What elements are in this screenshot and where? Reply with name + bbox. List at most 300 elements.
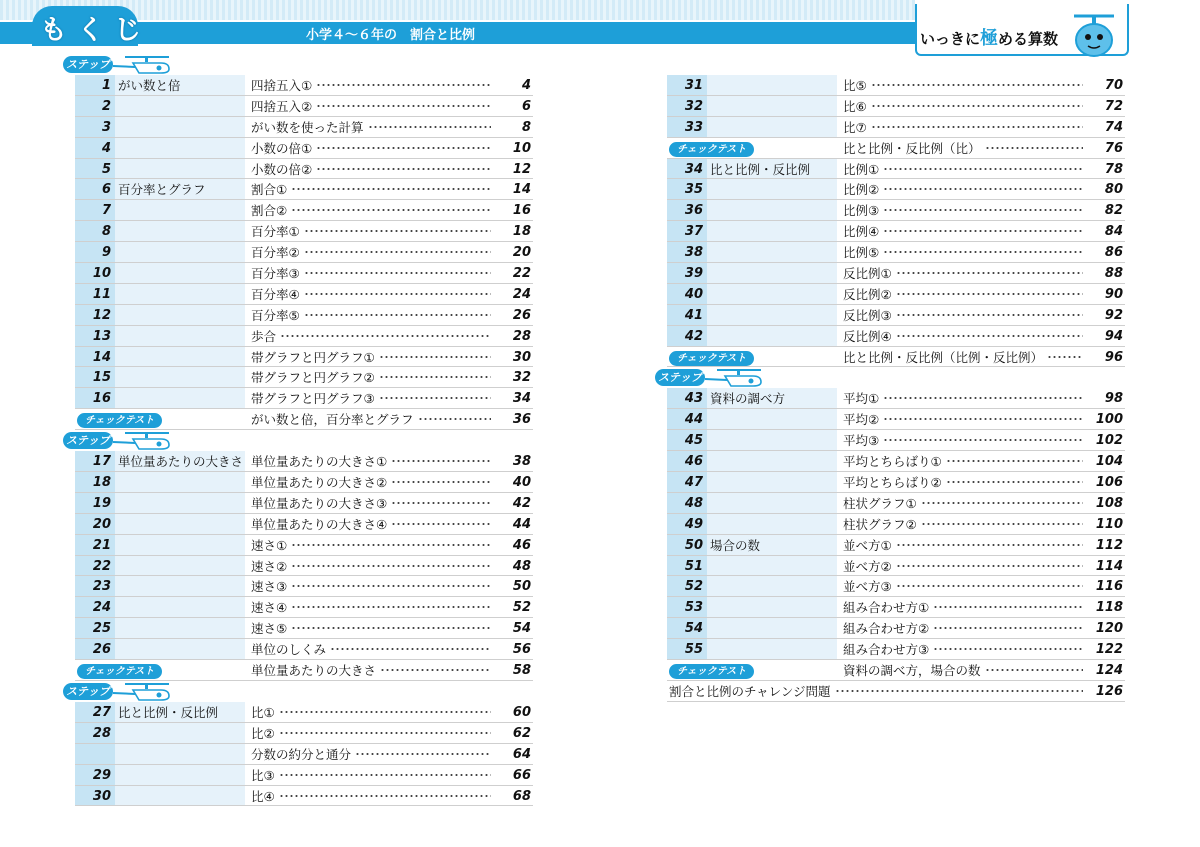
leader-dots bbox=[896, 542, 1083, 548]
lesson-title-text: 比例③ bbox=[843, 203, 880, 219]
page-number: 52 bbox=[512, 600, 531, 616]
lesson-number: 31 bbox=[667, 75, 707, 95]
leader-dots bbox=[871, 124, 1083, 130]
lesson-title-text: 反比例④ bbox=[843, 328, 892, 344]
section-name bbox=[115, 138, 245, 158]
leader-dots bbox=[291, 625, 491, 631]
page-number: 106 bbox=[1095, 475, 1123, 491]
section-name bbox=[115, 159, 245, 179]
toc-row bbox=[75, 493, 533, 514]
lesson-title-text: 百分率④ bbox=[251, 286, 300, 302]
lesson-number: 41 bbox=[667, 305, 707, 325]
section-name bbox=[707, 576, 837, 596]
page-number: 72 bbox=[1104, 98, 1123, 114]
page-title: もくじ bbox=[40, 15, 151, 46]
toc-row bbox=[75, 786, 533, 807]
section-name bbox=[707, 305, 837, 325]
step-badge bbox=[63, 54, 183, 76]
toc-row bbox=[75, 242, 533, 263]
step-label: ステップ bbox=[655, 369, 705, 386]
page-number: 86 bbox=[1104, 245, 1123, 261]
toc-row bbox=[75, 535, 533, 556]
toc-row bbox=[75, 765, 533, 786]
lesson-number: 45 bbox=[667, 430, 707, 450]
lesson-title-text: 速さ④ bbox=[251, 600, 288, 616]
check-test-row bbox=[667, 138, 1125, 159]
toc-row bbox=[667, 117, 1125, 138]
toc-row bbox=[75, 347, 533, 368]
lesson-title-text: 比例④ bbox=[843, 224, 880, 240]
lesson-number: 30 bbox=[75, 786, 115, 806]
leader-dots bbox=[379, 354, 491, 360]
lesson-number: 22 bbox=[75, 556, 115, 576]
section-name bbox=[115, 576, 245, 596]
lesson-title-text: 資料の調べ方，場合の数 bbox=[843, 663, 981, 679]
section-name bbox=[115, 242, 245, 262]
lesson-number: 29 bbox=[75, 765, 115, 785]
page-number: 50 bbox=[512, 579, 531, 595]
leader-dots bbox=[279, 730, 491, 736]
toc-right bbox=[658, 75, 1125, 702]
page-number: 110 bbox=[1095, 516, 1123, 532]
lesson-title-text: 単位量あたりの大きさ④ bbox=[251, 516, 388, 532]
lesson-title-text: 柱状グラフ② bbox=[843, 516, 917, 532]
lesson-title-text: 分数の約分と通分 bbox=[251, 746, 352, 762]
lesson-title-text: 並べ方① bbox=[843, 537, 892, 553]
leader-dots bbox=[946, 479, 1083, 485]
leader-dots bbox=[883, 186, 1083, 192]
toc-row bbox=[667, 597, 1125, 618]
page-number: 44 bbox=[512, 516, 531, 532]
lesson-title-text: 比② bbox=[251, 725, 275, 741]
toc-row bbox=[667, 96, 1125, 117]
page-number: 78 bbox=[1104, 161, 1123, 177]
lesson-number: 35 bbox=[667, 179, 707, 199]
lesson-number: 49 bbox=[667, 514, 707, 534]
page-number: 38 bbox=[512, 454, 531, 470]
step-badge bbox=[63, 430, 183, 452]
toc-row bbox=[75, 305, 533, 326]
lesson-title-text: 平均とちらばり① bbox=[843, 454, 942, 470]
lesson-title-text: 単位量あたりの大きさ③ bbox=[251, 495, 388, 511]
lesson-title-text: がい数を使った計算 bbox=[251, 119, 364, 135]
page-number: 96 bbox=[1104, 349, 1123, 365]
check-badge: チェックテスト bbox=[669, 664, 754, 679]
lesson-title-text: 反比例③ bbox=[843, 307, 892, 323]
lesson-title-text: 帯グラフと円グラフ① bbox=[251, 349, 375, 365]
lesson-number: 1 bbox=[75, 75, 115, 95]
section-name: 単位量あたりの大きさ bbox=[115, 451, 245, 471]
toc-row bbox=[75, 221, 533, 242]
section-name bbox=[707, 472, 837, 492]
section-name bbox=[115, 639, 245, 659]
toc-row bbox=[667, 242, 1125, 263]
leader-dots bbox=[883, 395, 1083, 401]
toc-row bbox=[667, 493, 1125, 514]
lesson-number: 51 bbox=[667, 556, 707, 576]
lesson-number: 19 bbox=[75, 493, 115, 513]
lesson-title-text: 帯グラフと円グラフ③ bbox=[251, 391, 375, 407]
lesson-title-text: 速さ② bbox=[251, 558, 288, 574]
lesson-number: 33 bbox=[667, 117, 707, 137]
lesson-number: 50 bbox=[667, 535, 707, 555]
lesson-title-text: 比⑦ bbox=[843, 119, 867, 135]
helicopter-icon bbox=[111, 54, 181, 76]
check-cell bbox=[75, 660, 245, 680]
section-name bbox=[115, 284, 245, 304]
lesson-number: 43 bbox=[667, 388, 707, 408]
toc-row bbox=[667, 388, 1125, 409]
page-number: 76 bbox=[1104, 140, 1123, 156]
lesson-title-text: 百分率③ bbox=[251, 266, 300, 282]
leader-dots bbox=[391, 521, 491, 527]
page-number: 92 bbox=[1104, 307, 1123, 323]
page-number: 94 bbox=[1104, 328, 1123, 344]
lesson-number: 8 bbox=[75, 221, 115, 241]
lesson-number: 42 bbox=[667, 326, 707, 346]
section-name bbox=[707, 514, 837, 534]
page-number: 18 bbox=[512, 224, 531, 240]
page-subtitle: 小学４～６年の 割合と比例 bbox=[306, 28, 476, 43]
leader-dots bbox=[896, 583, 1083, 589]
page-number: 68 bbox=[512, 788, 531, 804]
section-name bbox=[707, 639, 837, 659]
page-number: 108 bbox=[1095, 495, 1123, 511]
section-name bbox=[707, 75, 837, 95]
lesson-title-text: 比⑥ bbox=[843, 98, 867, 114]
brand-title bbox=[920, 24, 1058, 50]
leader-dots bbox=[291, 583, 491, 589]
lesson-number: 5 bbox=[75, 159, 115, 179]
toc-row bbox=[667, 430, 1125, 451]
leader-dots bbox=[871, 103, 1083, 109]
toc-row bbox=[667, 159, 1125, 180]
lesson-title-text: 反比例② bbox=[843, 286, 892, 302]
toc-row bbox=[75, 514, 533, 535]
page-number: 126 bbox=[1095, 683, 1123, 699]
section-name bbox=[115, 493, 245, 513]
step-badge bbox=[655, 367, 775, 389]
lesson-title-text: 単位量あたりの大きさ② bbox=[251, 475, 388, 491]
lesson-title-text: 小数の倍① bbox=[251, 140, 313, 156]
brand-highlight: 極 bbox=[980, 28, 999, 49]
page-number: 20 bbox=[512, 245, 531, 261]
lesson-title-text: 比④ bbox=[251, 788, 275, 804]
page-number: 112 bbox=[1095, 537, 1123, 553]
toc-row bbox=[667, 451, 1125, 472]
leader-dots bbox=[883, 207, 1083, 213]
page-number: 64 bbox=[512, 746, 531, 762]
leader-dots bbox=[896, 563, 1083, 569]
toc-row bbox=[667, 284, 1125, 305]
lesson-title-text: 比③ bbox=[251, 767, 275, 783]
section-name bbox=[115, 326, 245, 346]
section-name bbox=[707, 117, 837, 137]
check-cell bbox=[667, 138, 837, 158]
section-name: 資料の調べ方 bbox=[707, 388, 837, 408]
step-header bbox=[66, 430, 533, 451]
lesson-number: 37 bbox=[667, 221, 707, 241]
leader-dots bbox=[883, 416, 1083, 422]
lesson-number: 40 bbox=[667, 284, 707, 304]
lesson-title-text: 比① bbox=[251, 704, 275, 720]
leader-dots bbox=[883, 228, 1083, 234]
step-badge bbox=[63, 681, 183, 703]
page-number: 120 bbox=[1095, 621, 1123, 637]
lesson-title-text: 単位量あたりの大きさ bbox=[251, 663, 377, 679]
page-number: 24 bbox=[512, 286, 531, 302]
toc-row bbox=[667, 75, 1125, 96]
lesson-number: 55 bbox=[667, 639, 707, 659]
page-number: 8 bbox=[521, 119, 531, 135]
section-name bbox=[115, 388, 245, 408]
lesson-title-text: 割合と比例のチャレンジ問題 bbox=[669, 683, 831, 699]
page-number: 74 bbox=[1104, 119, 1123, 135]
lesson-title-text: 割合② bbox=[251, 203, 288, 219]
lesson-title-text: 速さ③ bbox=[251, 579, 288, 595]
toc-row bbox=[75, 723, 533, 744]
page-number: 104 bbox=[1095, 454, 1123, 470]
lesson-title-text: 百分率⑤ bbox=[251, 307, 300, 323]
page-number: 54 bbox=[512, 621, 531, 637]
leader-dots bbox=[279, 709, 491, 715]
section-name bbox=[707, 221, 837, 241]
lesson-number: 20 bbox=[75, 514, 115, 534]
check-test-row bbox=[667, 660, 1125, 681]
section-name bbox=[115, 305, 245, 325]
lesson-title-text: 比と比例・反比例（比例・反比例） bbox=[843, 349, 1044, 365]
leader-dots bbox=[985, 145, 1083, 151]
leader-dots bbox=[883, 249, 1083, 255]
leader-dots bbox=[368, 124, 491, 130]
page-number: 114 bbox=[1095, 558, 1123, 574]
toc-row bbox=[667, 200, 1125, 221]
lesson-title-text: 単位量あたりの大きさ① bbox=[251, 454, 388, 470]
mascot-icon bbox=[1068, 10, 1120, 58]
lesson-title-text: 単位のしくみ bbox=[251, 642, 327, 658]
toc-row bbox=[667, 326, 1125, 347]
lesson-title-text: 柱状グラフ① bbox=[843, 495, 917, 511]
toc-row bbox=[75, 117, 533, 138]
check-test-row bbox=[75, 409, 533, 430]
lesson-title-text: 組み合わせ方③ bbox=[843, 642, 930, 658]
lesson-number: 46 bbox=[667, 451, 707, 471]
leader-dots bbox=[379, 374, 491, 380]
check-cell bbox=[667, 660, 837, 680]
page-number: 30 bbox=[512, 349, 531, 365]
step-header bbox=[66, 681, 533, 702]
page-number: 10 bbox=[512, 140, 531, 156]
lesson-title-text: 四捨五入② bbox=[251, 98, 313, 114]
lesson-number: 6 bbox=[75, 179, 115, 199]
leader-dots bbox=[921, 521, 1083, 527]
section-name bbox=[115, 367, 245, 387]
section-name bbox=[707, 326, 837, 346]
page-number: 80 bbox=[1104, 182, 1123, 198]
section-name bbox=[707, 179, 837, 199]
page-number: 60 bbox=[512, 704, 531, 720]
lesson-title-text: 百分率② bbox=[251, 245, 300, 261]
page-number: 40 bbox=[512, 475, 531, 491]
page-number: 58 bbox=[512, 663, 531, 679]
toc-row bbox=[667, 535, 1125, 556]
lesson-title-text: 比⑤ bbox=[843, 78, 867, 93]
page-number: 62 bbox=[512, 725, 531, 741]
leader-dots bbox=[379, 395, 491, 401]
lesson-number: 21 bbox=[75, 535, 115, 555]
section-name: 比と比例・反比例 bbox=[707, 159, 837, 179]
leader-dots bbox=[933, 646, 1083, 652]
page-number: 22 bbox=[512, 266, 531, 282]
helicopter-icon bbox=[703, 367, 773, 389]
section-name bbox=[115, 723, 245, 743]
page-number: 48 bbox=[512, 558, 531, 574]
lesson-title-text: 並べ方③ bbox=[843, 579, 892, 595]
page-number: 32 bbox=[512, 370, 531, 386]
leader-dots bbox=[946, 458, 1083, 464]
leader-dots bbox=[279, 772, 491, 778]
toc-row bbox=[75, 702, 533, 723]
section-name: 比と比例・反比例 bbox=[115, 702, 245, 722]
page-number: 14 bbox=[512, 182, 531, 198]
lesson-number: 12 bbox=[75, 305, 115, 325]
leader-dots bbox=[316, 103, 491, 109]
toc-row bbox=[667, 514, 1125, 535]
page-number: 16 bbox=[512, 203, 531, 219]
lesson-number: 25 bbox=[75, 618, 115, 638]
lesson-number bbox=[75, 744, 115, 764]
leader-dots bbox=[418, 416, 491, 422]
lesson-title-text: 並べ方② bbox=[843, 558, 892, 574]
leader-dots bbox=[883, 437, 1083, 443]
page-number: 82 bbox=[1104, 203, 1123, 219]
leader-dots bbox=[316, 166, 491, 172]
page-number: 42 bbox=[512, 495, 531, 511]
step-header bbox=[658, 367, 1125, 388]
page-number: 116 bbox=[1095, 579, 1123, 595]
leader-dots bbox=[896, 333, 1083, 339]
check-cell bbox=[667, 347, 837, 367]
toc-row bbox=[667, 409, 1125, 430]
leader-dots bbox=[921, 500, 1083, 506]
page-number: 102 bbox=[1095, 433, 1123, 449]
page-number: 46 bbox=[512, 537, 531, 553]
lesson-number: 39 bbox=[667, 263, 707, 283]
leader-dots bbox=[291, 563, 491, 569]
toc-row bbox=[667, 221, 1125, 242]
section-name bbox=[707, 96, 837, 116]
page-number: 98 bbox=[1104, 391, 1123, 407]
toc-row bbox=[75, 326, 533, 347]
section-name bbox=[707, 618, 837, 638]
lesson-title-text: 帯グラフと円グラフ② bbox=[251, 370, 375, 386]
brand-pre: いっきに bbox=[920, 30, 981, 48]
check-cell bbox=[75, 409, 245, 429]
leader-dots bbox=[1047, 354, 1083, 360]
brand-post: める算数 bbox=[998, 30, 1059, 48]
check-badge: チェックテスト bbox=[669, 351, 754, 366]
lesson-number: 34 bbox=[667, 159, 707, 179]
lesson-number: 9 bbox=[75, 242, 115, 262]
page-number: 28 bbox=[512, 328, 531, 344]
toc-row bbox=[75, 576, 533, 597]
lesson-number: 52 bbox=[667, 576, 707, 596]
lesson-number: 16 bbox=[75, 388, 115, 408]
leader-dots bbox=[380, 667, 491, 673]
page-number: 118 bbox=[1095, 600, 1123, 616]
section-name: 場合の数 bbox=[707, 535, 837, 555]
leader-dots bbox=[871, 82, 1083, 88]
lesson-number: 3 bbox=[75, 117, 115, 137]
page-number: 34 bbox=[512, 391, 531, 407]
lesson-number: 2 bbox=[75, 96, 115, 116]
leader-dots bbox=[896, 270, 1083, 276]
section-name: 百分率とグラフ bbox=[115, 179, 245, 199]
section-name bbox=[115, 597, 245, 617]
section-name bbox=[707, 556, 837, 576]
section-name bbox=[707, 409, 837, 429]
section-name bbox=[707, 200, 837, 220]
lesson-number: 47 bbox=[667, 472, 707, 492]
leader-dots bbox=[933, 604, 1083, 610]
lesson-number: 14 bbox=[75, 347, 115, 367]
leader-dots bbox=[304, 270, 491, 276]
step-header bbox=[66, 54, 533, 75]
leader-dots bbox=[330, 646, 491, 652]
section-name bbox=[115, 117, 245, 137]
lesson-title-text: 反比例① bbox=[843, 266, 892, 282]
section-name bbox=[707, 597, 837, 617]
leader-dots bbox=[279, 793, 491, 799]
lesson-title-text: 比例⑤ bbox=[843, 245, 880, 261]
lesson-number: 24 bbox=[75, 597, 115, 617]
leader-dots bbox=[316, 82, 491, 88]
lesson-number: 32 bbox=[667, 96, 707, 116]
page-number: 56 bbox=[512, 642, 531, 658]
lesson-number: 44 bbox=[667, 409, 707, 429]
toc-row bbox=[667, 179, 1125, 200]
leader-dots bbox=[304, 291, 491, 297]
section-name bbox=[115, 514, 245, 534]
lesson-title-text: 速さ⑤ bbox=[251, 621, 288, 637]
lesson-number: 18 bbox=[75, 472, 115, 492]
toc-row bbox=[75, 639, 533, 660]
section-name bbox=[115, 765, 245, 785]
toc-row bbox=[75, 138, 533, 159]
leader-dots bbox=[835, 688, 1083, 694]
lesson-number: 27 bbox=[75, 702, 115, 722]
leader-dots bbox=[291, 186, 491, 192]
check-badge: チェックテスト bbox=[77, 413, 162, 428]
toc-row bbox=[667, 472, 1125, 493]
lesson-title-text: 組み合わせ方② bbox=[843, 621, 930, 637]
lesson-number: 11 bbox=[75, 284, 115, 304]
check-test-row bbox=[667, 347, 1125, 368]
page-number: 100 bbox=[1095, 412, 1123, 428]
toc-row bbox=[75, 388, 533, 409]
section-name bbox=[115, 347, 245, 367]
leader-dots bbox=[304, 312, 491, 318]
leader-dots bbox=[933, 625, 1083, 631]
page-number: 6 bbox=[521, 98, 531, 114]
leader-dots bbox=[304, 228, 491, 234]
page-number: 4 bbox=[521, 78, 531, 93]
toc-row bbox=[667, 305, 1125, 326]
toc-row bbox=[667, 618, 1125, 639]
lesson-number: 26 bbox=[75, 639, 115, 659]
lesson-number: 38 bbox=[667, 242, 707, 262]
leader-dots bbox=[316, 145, 491, 151]
